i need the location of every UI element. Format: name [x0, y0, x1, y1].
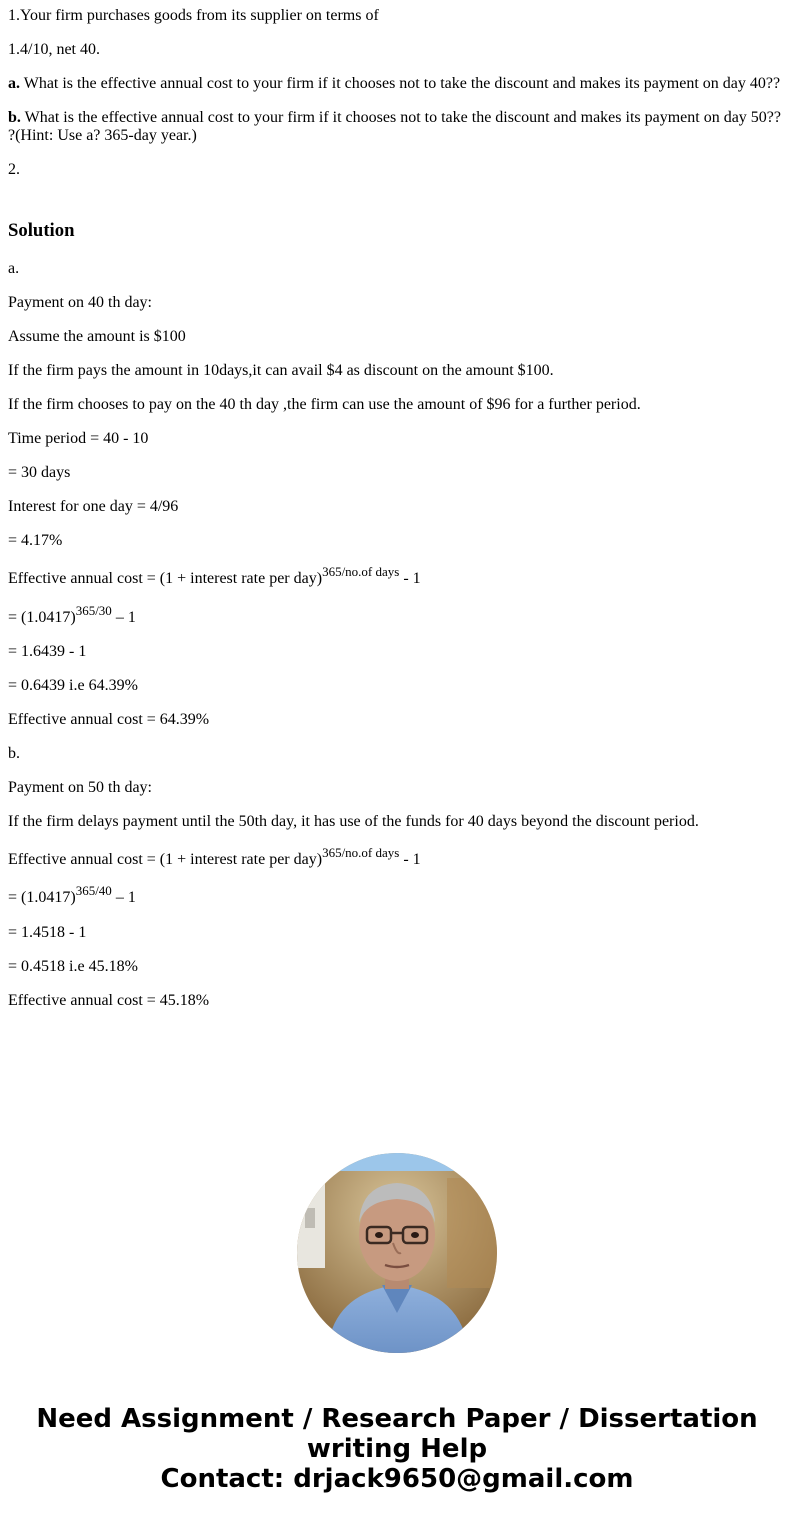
solution-a-calc-2: = 1.6439 - 1: [8, 643, 87, 660]
solution-a-discount: If the firm pays the amount in 10days,it can avail $4 as discount on the amount $100.: [8, 362, 554, 379]
question-line-2: 1.4/10, net 40.: [8, 41, 100, 58]
solution-a-result: Effective annual cost = 64.39%: [8, 711, 210, 728]
solution-b-result: Effective annual cost = 45.18%: [8, 992, 210, 1009]
footer-line-2: writing Help: [306, 1434, 488, 1464]
author-avatar: [297, 1153, 497, 1353]
footer-contact: Contact: drjack9650@gmail.com: [160, 1464, 634, 1494]
solution-a-interest: Interest for one day = 4/96: [8, 498, 179, 515]
question-part-b: [8, 109, 786, 145]
solution-b-label: b.: [8, 745, 20, 762]
calc-exponent: 365/40: [75, 882, 112, 898]
solution-b-formula: [8, 844, 786, 869]
solution-a-title: Payment on 40 th day:: [8, 294, 152, 311]
solution-b-calc-3: = 0.4518 i.e 45.18%: [8, 958, 138, 975]
part-b-text: What is the effective annual cost to your firm if it chooses not to take the discount and makes its payment on day 50?? ?(Hint: Use a? 365-day year.): [8, 109, 782, 144]
formula-tail: - 1: [399, 851, 421, 868]
calc-base: = (1.0417): [8, 889, 76, 906]
formula-exponent: 365/no.of days: [322, 844, 400, 860]
formula-tail: - 1: [399, 570, 421, 587]
formula-exponent: 365/no.of days: [322, 563, 400, 579]
solution-b-calc-1: [8, 882, 786, 907]
solution-b-delay: If the firm delays payment until the 50th day, it has use of the funds for 40 days beyond the discount period.: [8, 813, 699, 830]
calc-exponent: 365/30: [75, 602, 112, 618]
solution-a-formula: [8, 563, 786, 588]
solution-b-calc-2: = 1.4518 - 1: [8, 924, 87, 941]
calc-tail: – 1: [111, 609, 136, 626]
part-b-label: b.: [8, 109, 21, 126]
solution-a-use: If the firm chooses to pay on the 40 th day ,the firm can use the amount of $96 for a further period.: [8, 396, 641, 413]
question-line-1: 1.Your firm purchases goods from its supplier on terms of: [8, 7, 379, 24]
solution-heading: Solution: [8, 220, 75, 241]
solution-a-interest-pct: = 4.17%: [8, 532, 63, 549]
footer-banner: [0, 1404, 794, 1494]
footer-line-1: Need Assignment / Research Paper / Dissertation: [36, 1404, 758, 1434]
solution-a-label: a.: [8, 260, 20, 277]
solution-a-calc-3: = 0.6439 i.e 64.39%: [8, 677, 138, 694]
solution-b-title: Payment on 50 th day:: [8, 779, 152, 796]
calc-base: = (1.0417): [8, 609, 76, 626]
part-a-label: a.: [8, 75, 20, 92]
question-part-a: [8, 75, 786, 93]
solution-a-assume: Assume the amount is $100: [8, 328, 186, 345]
question-line-2-number: 2.: [8, 161, 20, 178]
author-portrait-image: [297, 1153, 497, 1353]
calc-tail: – 1: [111, 889, 136, 906]
solution-a-calc-1: [8, 602, 786, 627]
formula-text: Effective annual cost = (1 + interest rate per day): [8, 570, 323, 587]
formula-text: Effective annual cost = (1 + interest rate per day): [8, 851, 323, 868]
solution-a-time-period: Time period = 40 - 10: [8, 430, 149, 447]
part-a-text: What is the effective annual cost to your firm if it chooses not to take the discount and makes its payment on day 40??: [20, 75, 781, 92]
solution-a-days: = 30 days: [8, 464, 71, 481]
